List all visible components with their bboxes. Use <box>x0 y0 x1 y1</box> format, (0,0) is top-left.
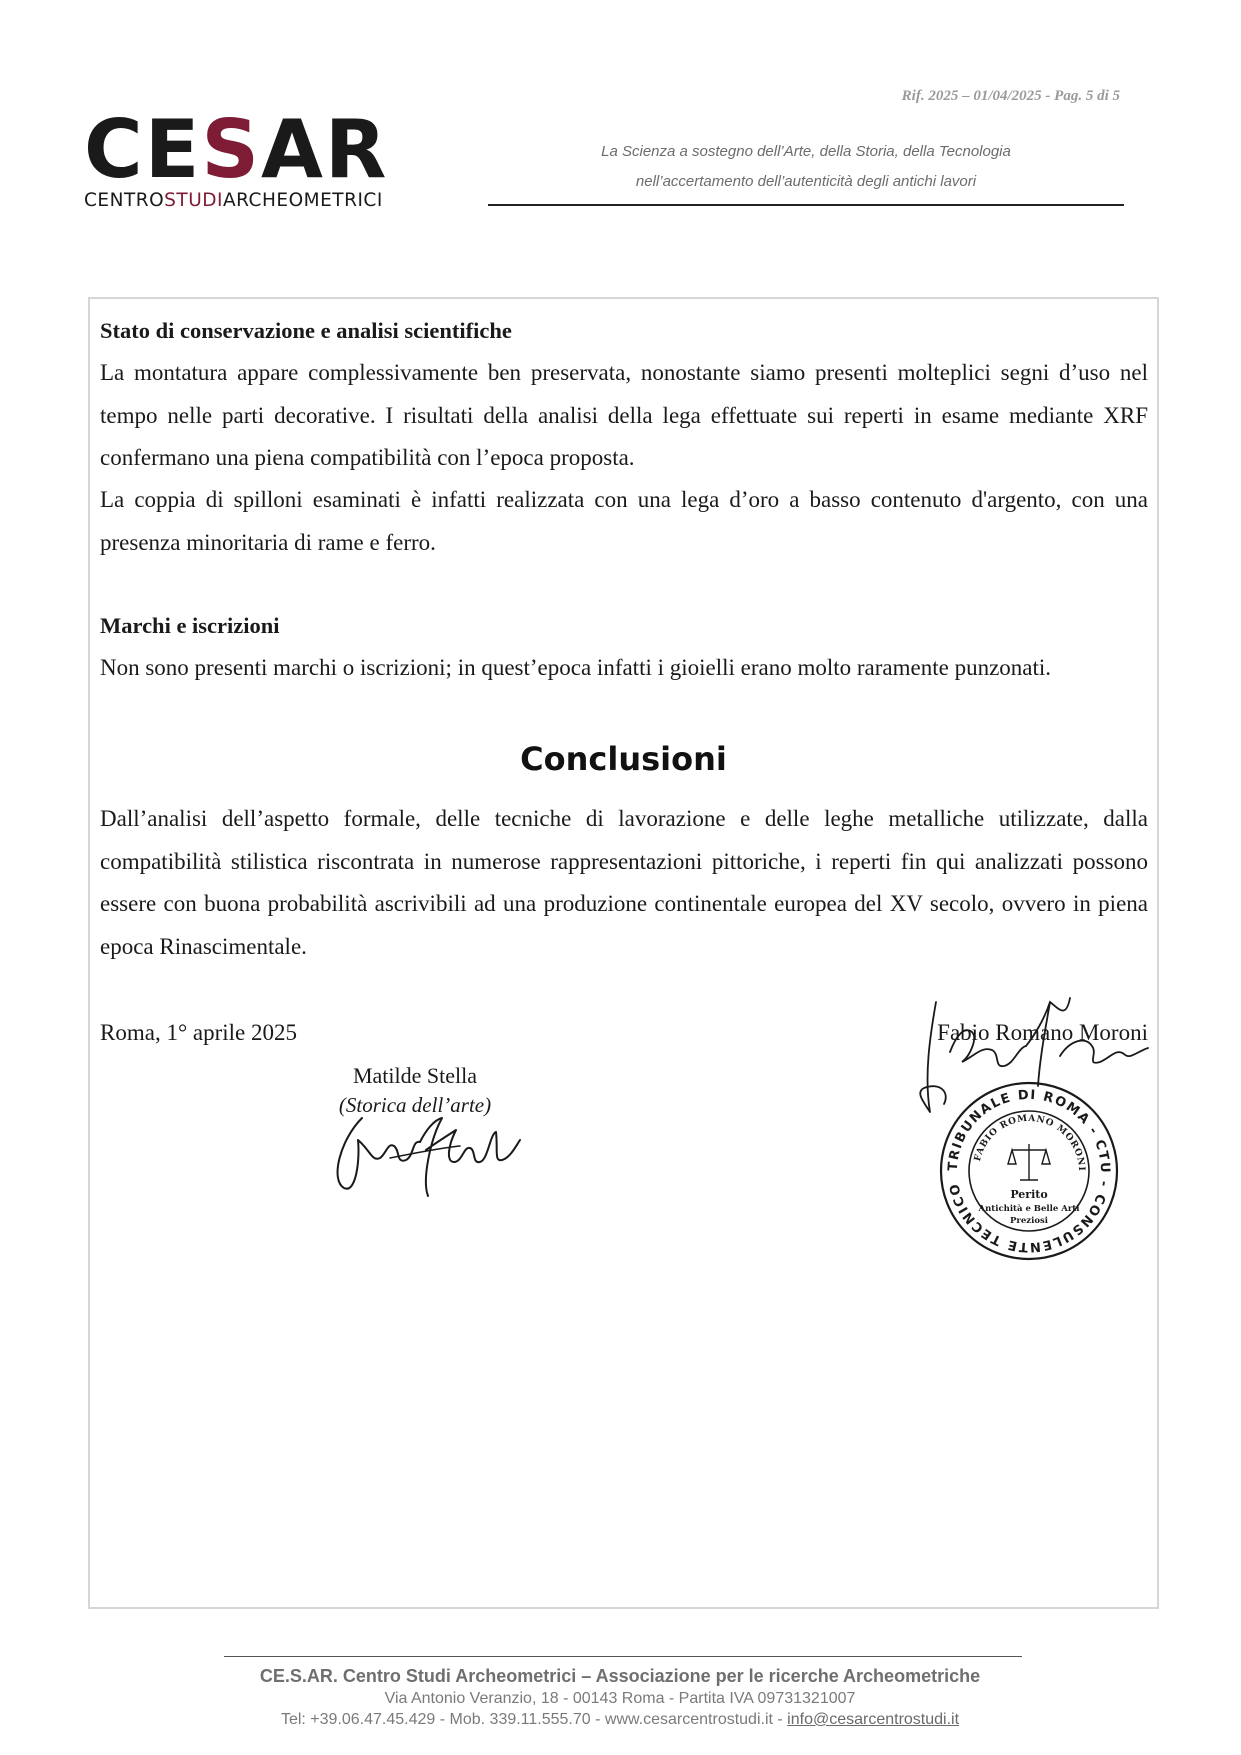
page-reference: Rif. 2025 – 01/04/2025 - Pag. 5 di 5 <box>901 88 1120 104</box>
signer-left-role: (Storica dell’arte) <box>338 1093 492 1117</box>
paragraph-marks: Non sono presenti marchi o iscrizioni; in quest’epoca infatti i gioielli erano molto raramente punzonati. <box>100 655 1052 680</box>
paragraph-conservation-1: La montatura appare complessivamente ben preservata, nonostante siamo presenti molteplici segni d’uso nel tempo nelle parti decorative. I risultati della analisi della lega effettuate sui reperti in esame mediante XRF confermano una piena compatibilità con l’epoca proposta. <box>100 360 1148 470</box>
svg-text:FABIO ROMANO MORONI: FABIO ROMANO MORONI <box>972 1113 1087 1172</box>
tagline-line-1: La Scienza a sostegno dell’Arte, della Storia, della Tecnologia <box>601 143 1011 160</box>
tagline-line-2: nell’accertamento dell’autenticità degli antichi lavori <box>635 173 977 190</box>
footer-organization: CE.S.AR. Centro Studi Archeometrici – Associazione per le ricerche Archeometriche <box>259 1666 981 1686</box>
signer-right-name: Fabio Romano Moroni <box>937 1020 1148 1045</box>
place-date: Roma, 1° aprile 2025 <box>100 1020 297 1045</box>
official-stamp-icon <box>938 1080 1120 1262</box>
paragraph-conclusions: Dall’analisi dell’aspetto formale, delle tecniche di lavorazione e delle leghe metalliche utilizzate, dalla compatibilità stilistica riscontrata in numerose rappresentazioni pittoriche, i reperti fin qui analizzati possono essere con buona probabilità ascrivibili ad una produzione continentale europea del XV secolo, ovvero in piena epoca Rinascimentale. <box>100 806 1148 959</box>
svg-text:Preziosi: Preziosi <box>1009 1216 1049 1226</box>
signature-left-icon <box>330 1110 530 1200</box>
footer-address: Via Antonio Veranzio, 18 - 00143 Roma - Partita IVA 09731321007 <box>384 1690 856 1707</box>
section-heading-conservation: Stato di conservazione e analisi scientifiche <box>100 318 512 343</box>
logo-subtitle: CENTROSTUDIARCHEOMETRICI <box>84 190 383 211</box>
footer-contact-numbers: Tel: +39.06.47.45.429 - Mob. 339.11.555.70 - www.cesarcentrostudi.it - <box>280 1711 788 1728</box>
cesar-logo <box>84 103 444 211</box>
header-divider <box>488 204 1124 206</box>
paragraph-conservation-2: La coppia di spilloni esaminati è infatti realizzata con una lega d’oro a basso contenuto d'argento, con una presenza minoritaria di rame e ferro. <box>100 487 1148 555</box>
footer-divider <box>224 1656 1022 1657</box>
footer-contacts <box>120 1711 1120 1729</box>
svg-text:Perito: Perito <box>1010 1188 1048 1201</box>
section-heading-marks: Marchi e iscrizioni <box>100 613 280 638</box>
conclusions-title: Conclusioni <box>520 740 727 778</box>
footer-email-link[interactable]: info@cesarcentrostudi.it <box>787 1711 960 1728</box>
signer-left-name: Matilde Stella <box>352 1063 478 1088</box>
svg-text:Antichità e Belle Arti: Antichità e Belle Arti <box>978 1204 1080 1214</box>
logo-wordmark: CESAR <box>84 103 389 196</box>
svg-text:TRIBUNALE DI ROMA - CTU - CONS: TRIBUNALE DI ROMA - CTU - CONSULENTE TECNICO <box>945 1087 1113 1255</box>
